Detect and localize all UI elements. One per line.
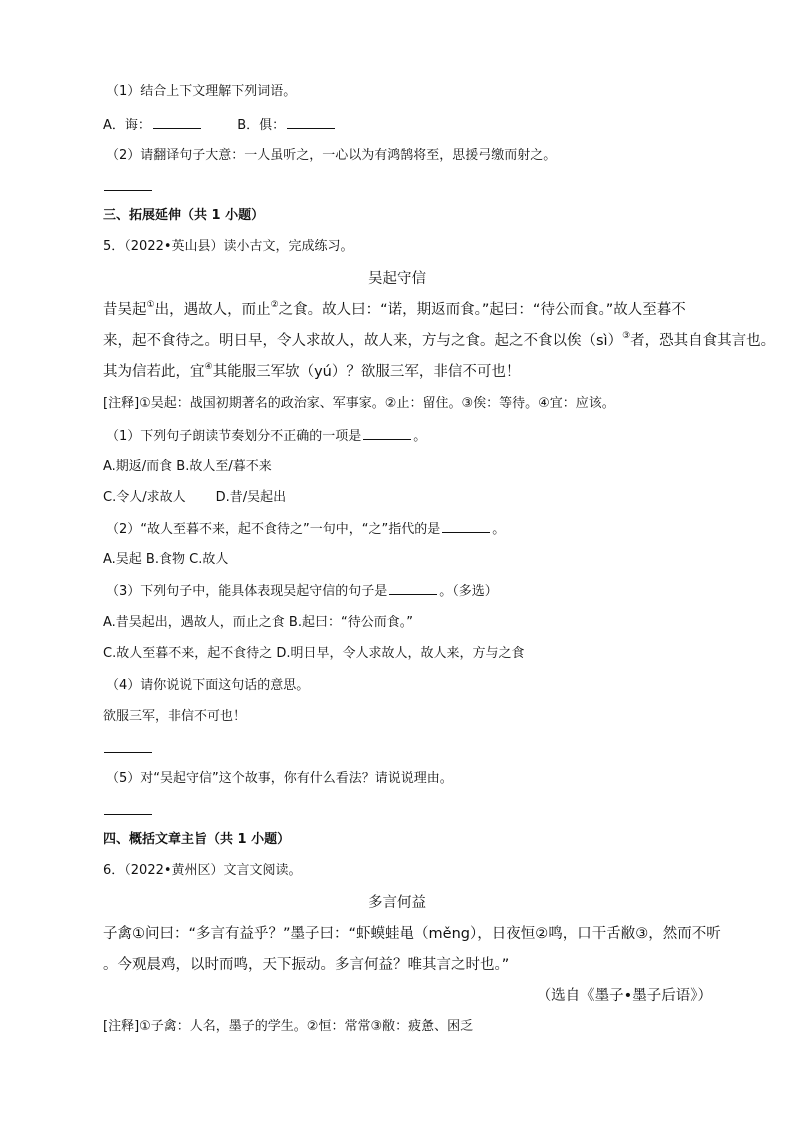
sub-question-5: （5）对“吴起守信”这个故事，你有什么看法？请说说理由。: [106, 771, 453, 786]
passage-text: 昔吴起: [103, 302, 147, 318]
passage-line-1: 子禽①问曰：“多言有益乎？”墨子曰：“虾蟆蛙黾（měng），日夜恒②鸣，口干舌敝③，然而不听: [103, 926, 721, 942]
answer-line[interactable]: [104, 814, 152, 815]
options-row: A.昔吴起出，遇故人，而止之食 B.起曰：“待公而食。”: [103, 615, 413, 630]
question-text: （1）下列句子朗读节奏划分不正确的一项是: [106, 429, 362, 444]
sub-question-3: [106, 582, 498, 601]
q4-sub1: （1）结合上下文理解下列词语。: [106, 84, 297, 99]
passage-title: 多言何益: [368, 895, 426, 911]
sub-question-1: （1）下列句子朗读节奏划分不正确的一项是 。: [106, 429, 427, 444]
answer-blank[interactable]: [442, 520, 490, 533]
passage-line-1: [103, 301, 686, 319]
question-text: （2）“故人至暮不来，起不食待之”一句中，“之”指代的是: [106, 522, 441, 537]
options-row: A.吴起 B.食物 C.故人: [103, 552, 229, 567]
options-row: A.期返/而食 B.故人至/暮不来: [103, 459, 272, 474]
option-d: D.昔/吴起出: [215, 490, 287, 505]
question-text: 。（多选）: [439, 584, 498, 599]
options-row: [103, 489, 286, 507]
passage-line-2: [103, 332, 775, 350]
passage-line-2: 。今观晨鸡，以时而鸣，天下振动。多言何益？唯其言之时也。”: [103, 957, 510, 973]
q4-sub2: （2）请翻译句子大意：一人虽听之，一心以为有鸿鹄将至，思援弓缴而射之。: [106, 148, 557, 163]
answer-blank[interactable]: [389, 582, 437, 595]
sub-question-2: （2）“故人至暮不来，起不食待之”一句中，“之”指代的是 。: [106, 522, 506, 537]
option-a-label: A．诲：: [103, 118, 151, 133]
passage-text: 出，遇故人，而止: [154, 302, 271, 318]
question-text: （3）下列句子中，能具体表现吴起守信的句子是: [106, 584, 388, 599]
passage-title: 吴起守信: [368, 271, 426, 287]
answer-blank[interactable]: [363, 427, 411, 440]
footnote-marker: ③: [622, 331, 631, 342]
passage-text: 之食。故人曰：“诺，期返而食。”起曰：“待公而食。”故人至暮不: [278, 302, 686, 318]
quote-line: 欲服三军，非信不可也！: [103, 709, 247, 724]
option-b-label: B．俱：: [237, 118, 286, 133]
section-heading: 三、拓展延伸（共 1 小题）: [103, 208, 265, 223]
answer-blank-b[interactable]: [287, 116, 335, 129]
passage-text: 其能服三军欤（yú）？欲服三军，非信不可也！: [212, 364, 521, 380]
answer-blank-a[interactable]: [153, 116, 201, 129]
source-citation: （选自《墨子•墨子后语》）: [536, 988, 712, 1004]
q4-options: [103, 116, 337, 135]
footnote-marker: ④: [204, 362, 213, 373]
passage-text: 者，恐其自食其言也。: [630, 333, 776, 349]
passage-line-3: [103, 363, 520, 381]
option-c: C.令人/求故人: [103, 490, 186, 505]
footnote-marker: ①: [146, 300, 155, 311]
sub-question-4: （4）请你说说下面这句话的意思。: [106, 678, 310, 693]
footnote-marker: ②: [270, 300, 279, 311]
annotation-note: [注释]①吴起：战国初期著名的政治家、军事家。②止：留住。③俟：等待。④宜：应该。: [103, 396, 615, 411]
passage-text: 来，起不食待之。明日早，令人求故人，故人来，方与之食。起之不食以俟（sì）: [103, 333, 623, 349]
section-heading: 四、概括文章主旨（共 1 小题）: [103, 832, 291, 847]
annotation-note: [注释]①子禽：人名，墨子的学生。②恒：常常③敝：疲惫、困乏: [103, 1019, 474, 1034]
question-intro: 5．（2022•英山县）读小古文，完成练习。: [103, 239, 354, 254]
options-row: C.故人至暮不来，起不食待之 D.明日早，令人求故人，故人来，方与之食: [103, 646, 525, 661]
answer-line[interactable]: [104, 752, 152, 753]
passage-text: 其为信若此，宜: [103, 364, 205, 380]
answer-line[interactable]: [104, 190, 152, 191]
question-intro: 6．（2022•黄州区）文言文阅读。: [103, 863, 302, 878]
